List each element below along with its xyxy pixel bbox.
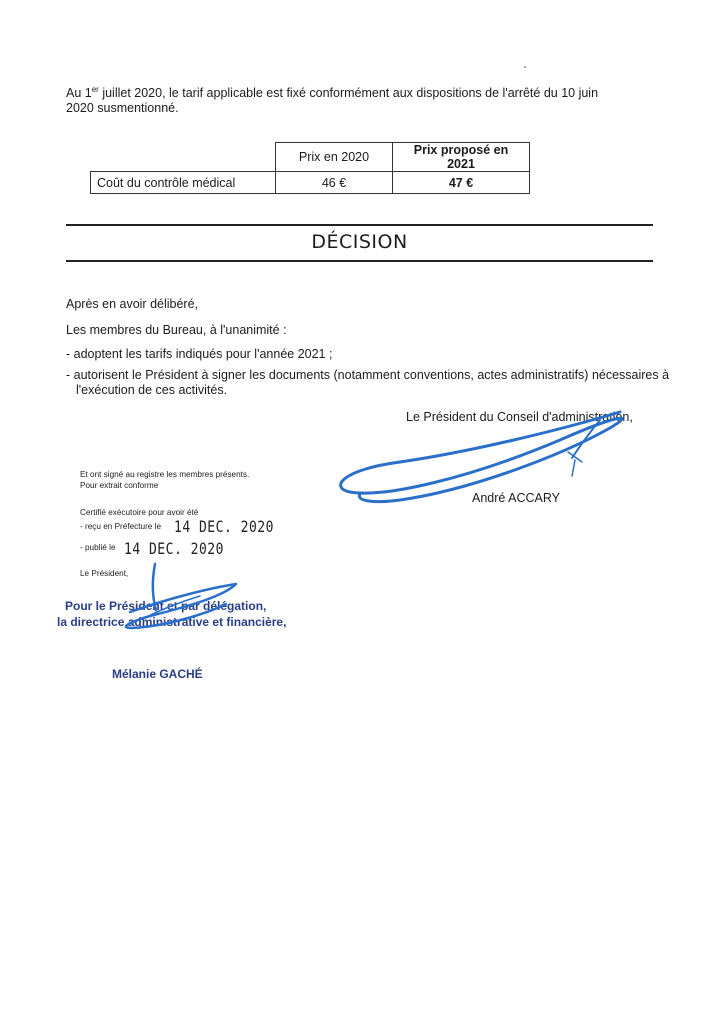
table-cell-prix-2020: 46 €: [276, 172, 393, 194]
cert-le-president: Le Président,: [80, 569, 129, 578]
president-signature: [341, 412, 622, 502]
body-line-membres: Les membres du Bureau, à l'unanimité :: [66, 323, 287, 337]
cert-line-extrait: Pour extrait conforme: [80, 481, 159, 490]
table-cell-prix-2021: 47 €: [393, 172, 530, 194]
stamp-line-directrice: la directrice administrative et financière,: [57, 615, 287, 629]
publie-date: 14 DEC. 2020: [124, 540, 224, 559]
body-bullet-autorisent-line1: - autorisent le Président à signer les documents (notamment conventions, actes administratifs) nécessaires à: [66, 368, 670, 382]
intro-text-end: juillet 2020, le tarif applicable est fixé conformément aux dispositions de l'arrêté du 10 juin 2020 susmentionné.: [66, 86, 599, 115]
cert-recu-label: - reçu en Préfecture le: [80, 522, 162, 531]
cert-line-registre: Et ont signé au registre les membres présents.: [80, 470, 250, 479]
body-line-deliberation: Après en avoir délibéré,: [66, 297, 199, 311]
cert-publie-label: - publié le: [80, 543, 116, 552]
divider-top: [66, 224, 653, 226]
stamp-line-delegation: Pour le Président et par délégation,: [65, 599, 267, 613]
recu-date: 14 DEC. 2020: [174, 518, 274, 537]
scan-speck: [524, 66, 526, 68]
intro-text-start: Au 1: [66, 86, 92, 100]
body-bullet-autorisent: [66, 368, 676, 398]
publie-date-stamp: [124, 540, 224, 558]
table-header-empty: [91, 143, 276, 172]
table-cell-label: Coût du contrôle médical: [91, 172, 276, 194]
president-name: André ACCARY: [472, 491, 561, 505]
body-bullet-adoptent: - adoptent les tarifs indiqués pour l'année 2021 ;: [66, 347, 333, 361]
president-title: Le Président du Conseil d'administration,: [406, 410, 633, 424]
table-header-prix-2021: Prix proposé en 2021: [393, 143, 530, 172]
body-bullet-autorisent-line2: l'exécution de ces activités.: [76, 383, 228, 397]
tarif-table: [90, 142, 530, 194]
recu-date-stamp: [174, 518, 274, 536]
table-header-prix-2020: Prix en 2020: [276, 143, 393, 172]
table-row: [91, 172, 530, 194]
table-header-row: [91, 143, 530, 172]
stamp-name: Mélanie GACHÉ: [112, 667, 203, 681]
divider-bottom: [66, 260, 653, 262]
intro-superscript: er: [91, 84, 99, 94]
cert-line-executoire: Certifié exécutoire pour avoir été: [80, 508, 199, 517]
decision-title: DÉCISION: [311, 231, 408, 253]
intro-paragraph: [66, 86, 626, 116]
